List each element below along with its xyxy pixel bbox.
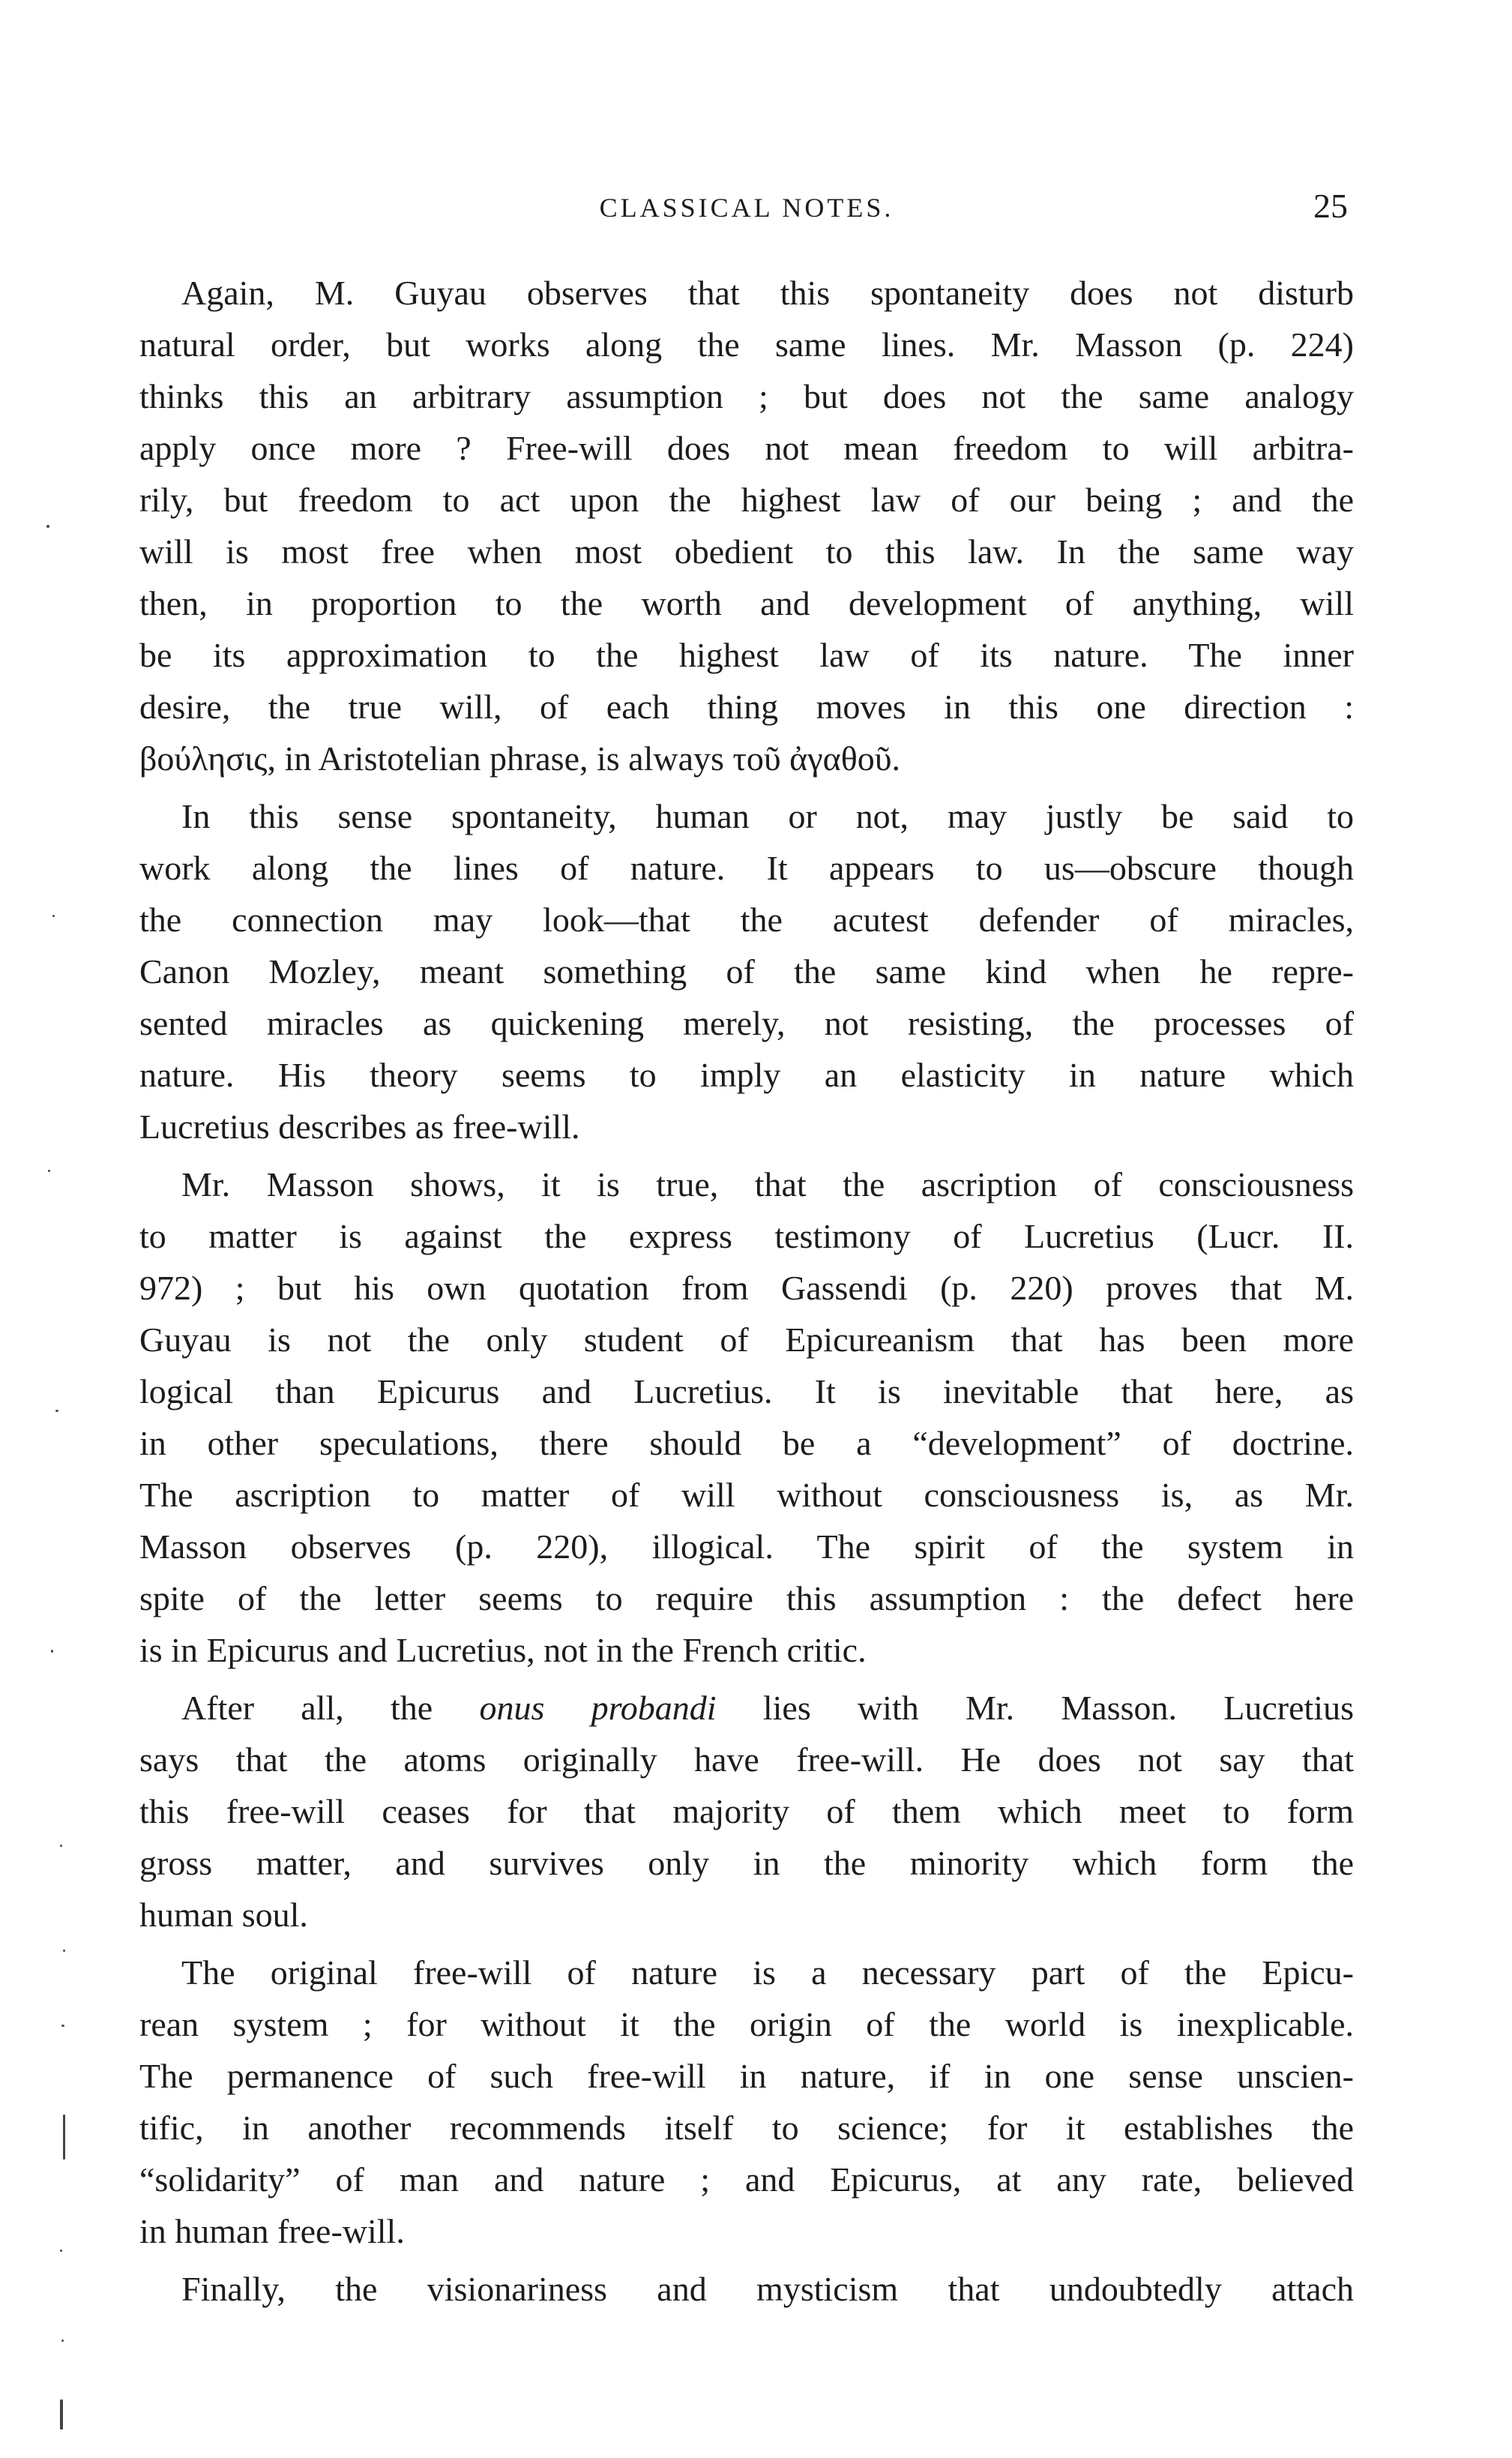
text-line: says that the atoms originally have free-will. He does not say that — [139, 1740, 1354, 1779]
text-line: in human free-will. — [139, 2212, 405, 2250]
text-line: in other speculations, there should be a “development” of doctrine. — [139, 1424, 1354, 1462]
page-number: 25 — [1313, 187, 1348, 225]
text-line: Masson observes (p. 220), illogical. The spirit of the system in — [139, 1527, 1354, 1566]
text-line: logical than Epicurus and Lucretius. It is inevitable that here, as — [139, 1372, 1354, 1410]
text-line: Again, M. Guyau observes that this spontaneity does not disturb — [181, 274, 1354, 312]
text-line: then, in proportion to the worth and development of anything, will — [139, 584, 1354, 622]
running-head — [139, 186, 1354, 231]
text-line: The original free-will of nature is a necessary part of the Epicu- — [181, 1953, 1354, 1992]
text-line: Canon Mozley, meant something of the same kind when he repre- — [139, 952, 1354, 991]
text-line: human soul. — [139, 1896, 308, 1934]
text-line: The permanence of such free-will in nature, if in one sense unscien- — [139, 2057, 1354, 2095]
text-line: apply once more ? Free-will does not mean freedom to will arbitra- — [139, 429, 1354, 467]
text-line: Finally, the visionariness and mysticism that undoubtedly attach — [181, 2270, 1354, 2308]
text-line: be its approximation to the highest law of its nature. The inner — [139, 636, 1354, 674]
text-line: nature. His theory seems to imply an elasticity in nature which — [139, 1056, 1354, 1094]
text-line: work along the lines of nature. It appears to us—obscure though — [139, 849, 1354, 887]
text-line: Lucretius describes as free-will. — [139, 1108, 580, 1146]
text-line: rily, but freedom to act upon the highest law of our being ; and the — [139, 481, 1354, 519]
running-title: CLASSICAL NOTES. — [599, 193, 894, 223]
text-line: In this sense spontaneity, human or not, may justly be said to — [181, 797, 1354, 835]
text-line: spite of the letter seems to require this assumption : the defect here — [139, 1579, 1354, 1617]
text-line: tific, in another recommends itself to science; for it establishes the — [139, 2109, 1354, 2147]
italic-phrase: onus probandi — [479, 1689, 717, 1727]
text-line: natural order, but works along the same lines. Mr. Masson (p. 224) — [139, 325, 1354, 364]
text-line: the connection may look—that the acutest defender of miracles, — [139, 901, 1354, 939]
text-line: Guyau is not the only student of Epicureanism that has been more — [139, 1320, 1354, 1359]
margin-specks — [45, 525, 75, 2445]
text-line: gross matter, and survives only in the minority which form the — [139, 1844, 1354, 1882]
text-line: rean system ; for without it the origin of the world is inexplicable. — [139, 2005, 1354, 2043]
text-line: this free-will ceases for that majority of them which meet to form — [139, 1792, 1354, 1830]
text-line: sented miracles as quickening merely, not resisting, the processes of — [139, 1004, 1354, 1042]
text-line: to matter is against the express testimony of Lucretius (Lucr. II. — [139, 1217, 1354, 1255]
text-line: “solidarity” of man and nature ; and Epicurus, at any rate, believed — [139, 2160, 1354, 2199]
body-text — [139, 267, 1354, 2315]
text-line: Mr. Masson shows, it is true, that the ascription of consciousness — [181, 1165, 1354, 1204]
text-line: thinks this an arbitrary assumption ; but does not the same analogy — [139, 377, 1354, 415]
text-line: The ascription to matter of will without consciousness is, as Mr. — [139, 1476, 1354, 1514]
text-line: is in Epicurus and Lucretius, not in the French critic. — [139, 1631, 867, 1669]
text-line: desire, the true will, of each thing moves in this one direction : — [139, 688, 1354, 726]
text-line: βούλησις, in Aristotelian phrase, is always τοῦ ἀγαθοῦ. — [139, 739, 901, 778]
text-line: After all, the onus probandi lies with Mr. Masson. Lucretius — [181, 1689, 1354, 1727]
text-line: will is most free when most obedient to this law. In the same way — [139, 532, 1354, 571]
text-line: 972) ; but his own quotation from Gassendi (p. 220) proves that M. — [139, 1269, 1354, 1307]
